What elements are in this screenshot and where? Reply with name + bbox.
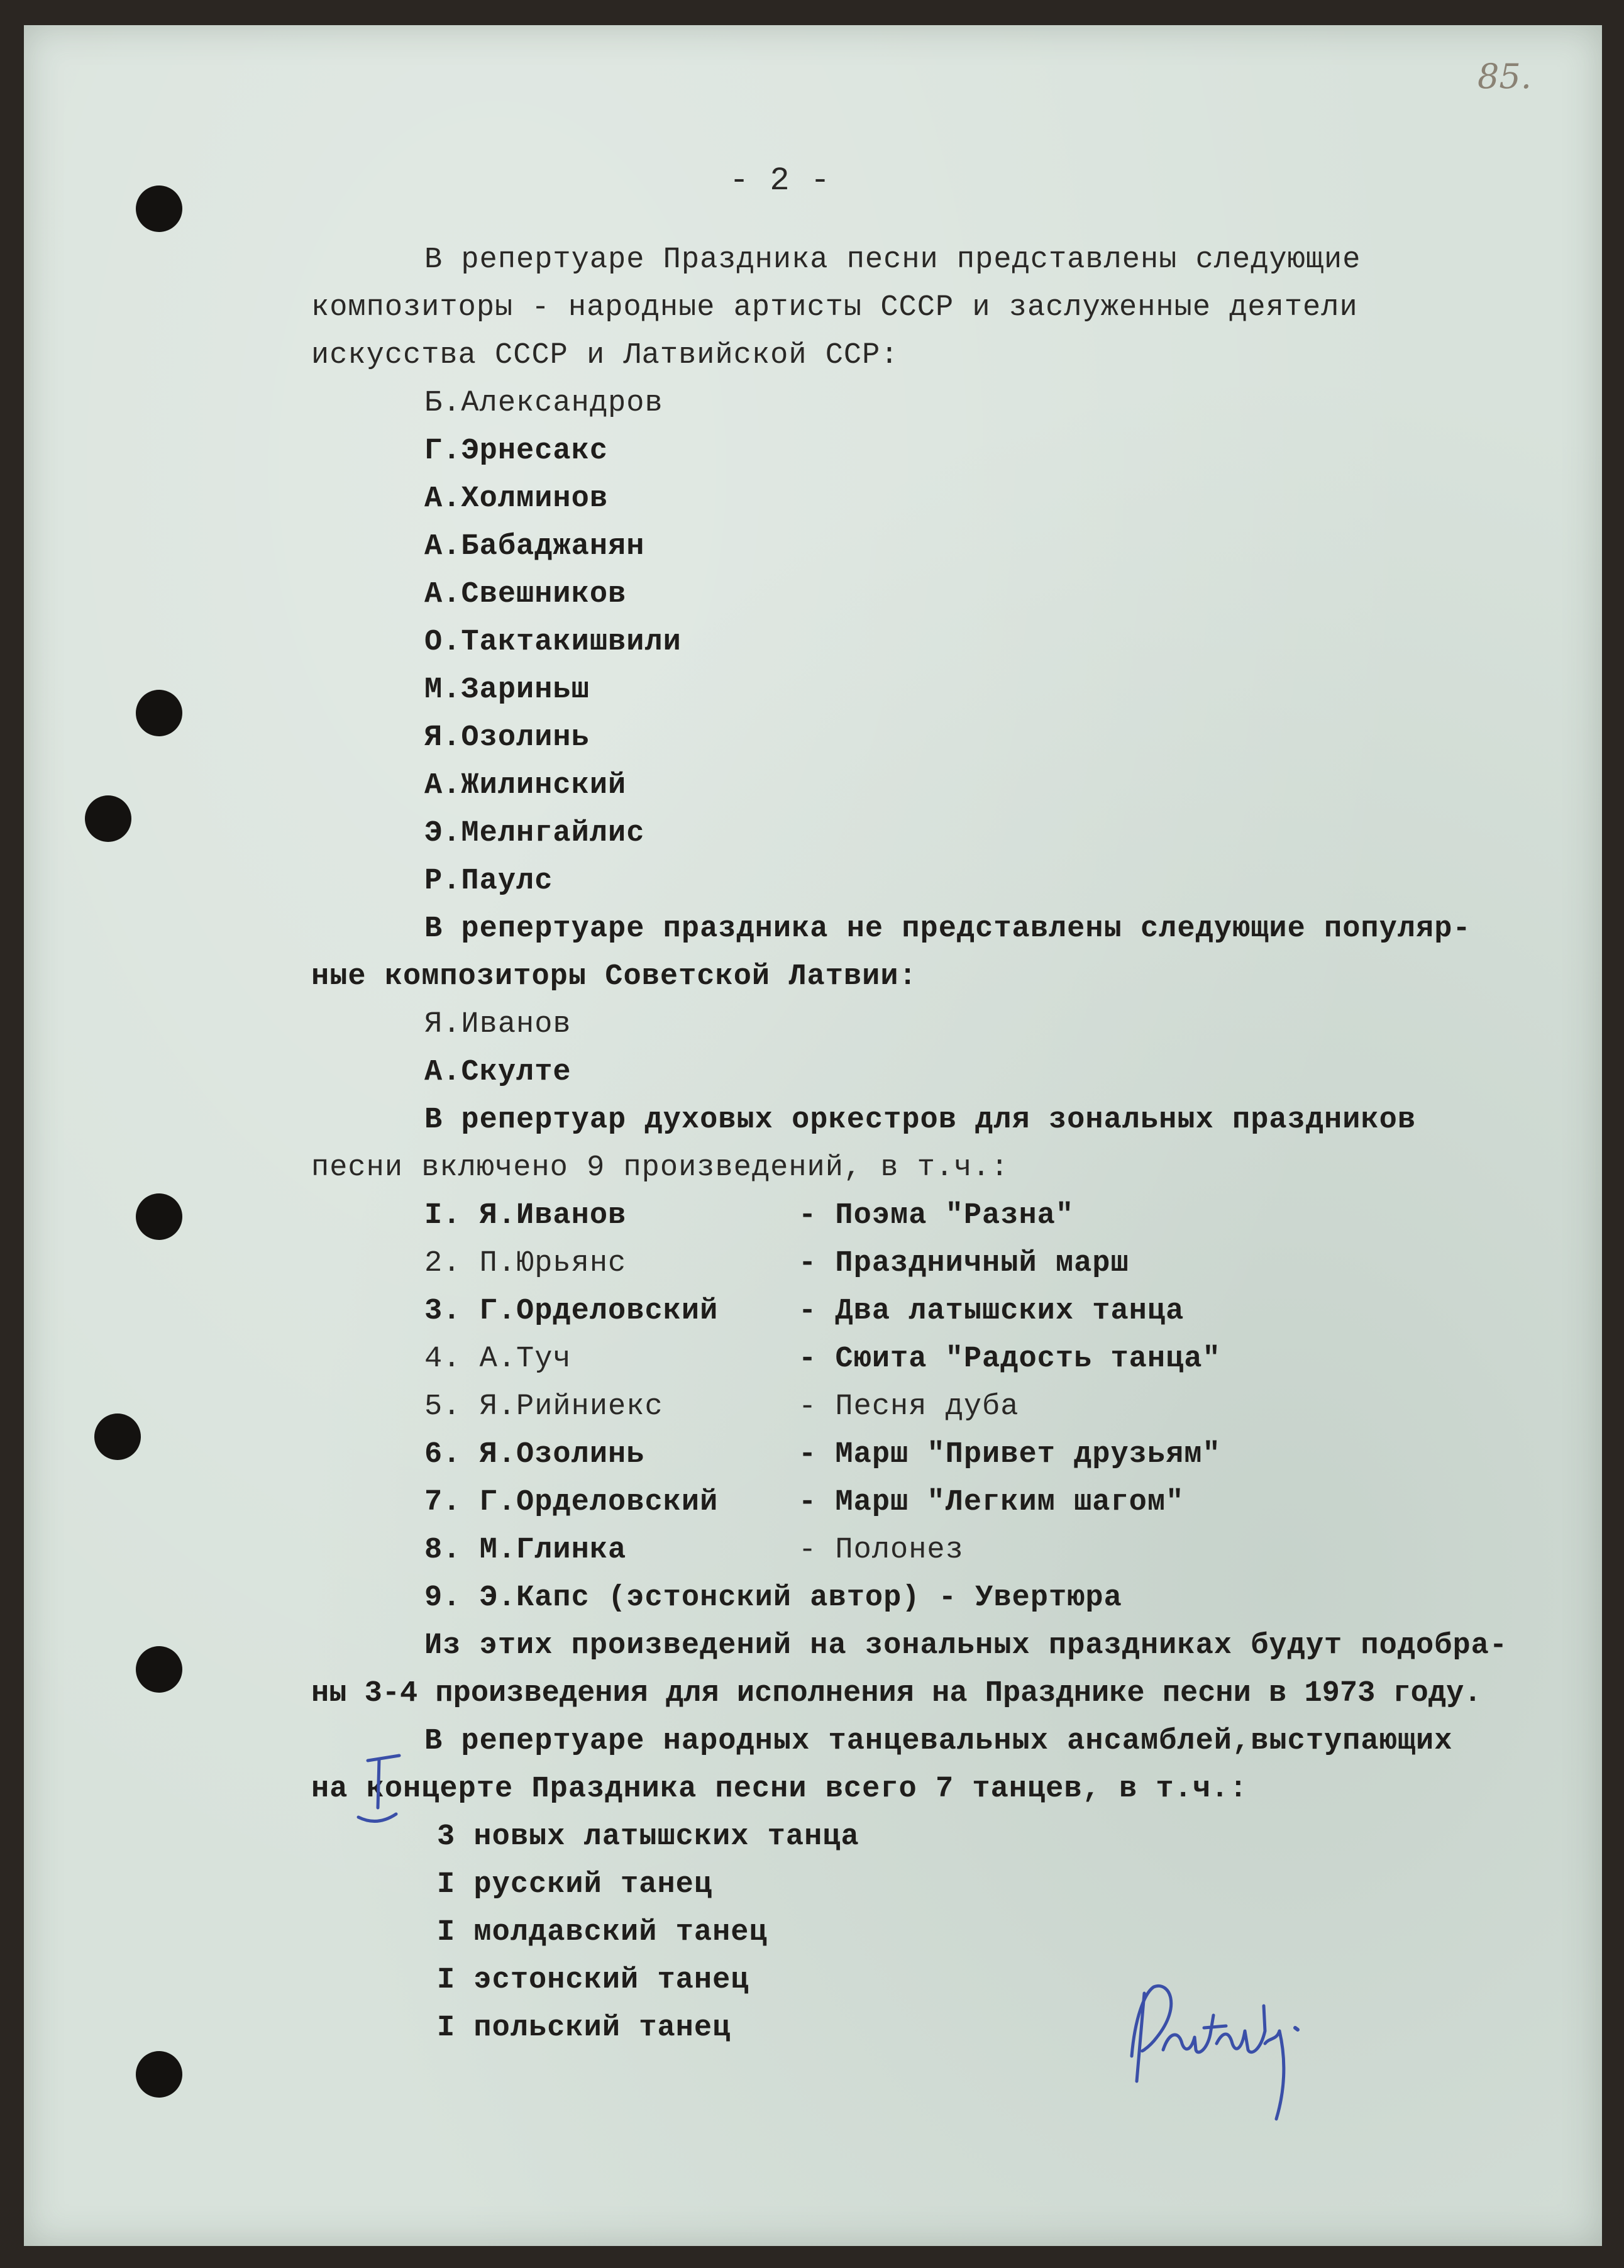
paragraph-line: В репертуаре народных танцевальных ансамблей,выступающих [424, 1725, 1453, 1758]
dance-item: 3 новых латышских танца [437, 1820, 859, 1854]
work-author: 6. Я.Озолинь [424, 1438, 645, 1471]
composer-name: А.Бабаджанян [424, 530, 645, 563]
work-item [424, 1486, 1185, 1519]
paragraph-line: Из этих произведений на зональных праздниках будут подобра- [424, 1629, 1508, 1662]
composer-name: Я.Иванов [424, 1008, 572, 1041]
work-item [424, 1390, 1019, 1424]
paragraph-line: В репертуаре праздника не представлены следующие популяр- [424, 912, 1471, 946]
paragraph-line: песни включено 9 произведений, в т.ч.: [311, 1151, 1009, 1185]
paragraph-line: искусства СССР и Латвийской ССР: [311, 339, 899, 372]
punch-hole [85, 795, 131, 842]
work-title: - Сюита "Радость танца" [798, 1342, 1221, 1376]
page-number: - 2 - [729, 162, 831, 199]
paragraph-line: композиторы - народные артисты СССР и заслуженные деятели [311, 291, 1358, 324]
work-author: 8. М.Глинка [424, 1534, 627, 1567]
composer-name: М.Зариньш [424, 673, 590, 707]
composer-name: Э.Мелнгайлис [424, 817, 645, 850]
punch-hole [94, 1413, 141, 1460]
work-item [424, 1199, 1074, 1232]
punch-hole [136, 1646, 182, 1693]
work-author: 2. П.Юрьянс [424, 1247, 627, 1280]
punch-hole [136, 690, 182, 736]
composer-name: А.Скулте [424, 1056, 572, 1089]
work-author: I. Я.Иванов [424, 1199, 627, 1232]
work-author: 4. А.Туч [424, 1342, 572, 1376]
work-author: 3. Г.Орделовский [424, 1295, 719, 1328]
work-title: - Песня дуба [798, 1390, 1019, 1424]
work-item [424, 1295, 1185, 1328]
composer-name: Я.Озолинь [424, 721, 590, 755]
dance-item: I эстонский танец [437, 1964, 749, 1997]
punch-hole [136, 185, 182, 232]
work-title: - Марш "Легким шагом" [798, 1486, 1185, 1519]
work-title: - Полонез [798, 1534, 964, 1567]
paragraph-line: В репертуаре Праздника песни представлены следующие [424, 243, 1361, 277]
work-item: 9. Э.Капс (эстонский автор) - Увертюра [424, 1581, 1122, 1615]
archive-page-number: 85. [1478, 57, 1532, 96]
handwritten-signature [1119, 1955, 1358, 2144]
work-author: 5. Я.Рийниекс [424, 1390, 663, 1424]
work-item [424, 1534, 964, 1567]
pen-correction-mark [355, 1748, 406, 1830]
work-author: 7. Г.Орделовский [424, 1486, 719, 1519]
punch-hole [136, 1193, 182, 1240]
punch-hole [136, 2051, 182, 2098]
dance-item: I русский танец [437, 1868, 713, 1901]
paragraph-line: ны 3-4 произведения для исполнения на Празднике песни в 1973 году. [311, 1677, 1482, 1710]
dance-item: I молдавский танец [437, 1916, 768, 1949]
work-title: - Марш "Привет друзьям" [798, 1438, 1221, 1471]
composer-name: А.Холминов [424, 482, 609, 516]
work-title: - Праздничный марш [798, 1247, 1129, 1280]
composer-name: Р.Паулс [424, 865, 553, 898]
work-title: - Два латышских танца [798, 1295, 1185, 1328]
work-item [424, 1438, 1221, 1471]
work-title: - Поэма "Разна" [798, 1199, 1074, 1232]
work-item [424, 1247, 1129, 1280]
paragraph-line: ные композиторы Советской Латвии: [311, 960, 917, 993]
composer-name: Г.Эрнесакс [424, 434, 609, 468]
composer-name: А.Жилинский [424, 769, 627, 802]
composer-name: Б.Александров [424, 387, 663, 420]
composer-name: А.Свешников [424, 578, 627, 611]
paragraph-line: на концерте Праздника песни всего 7 танцев, в т.ч.: [311, 1773, 1248, 1806]
composer-name: О.Тактакишвили [424, 626, 682, 659]
paragraph-line: В репертуар духовых оркестров для зональных праздников [424, 1104, 1417, 1137]
work-item [424, 1342, 1221, 1376]
dance-item: I польский танец [437, 2011, 731, 2045]
